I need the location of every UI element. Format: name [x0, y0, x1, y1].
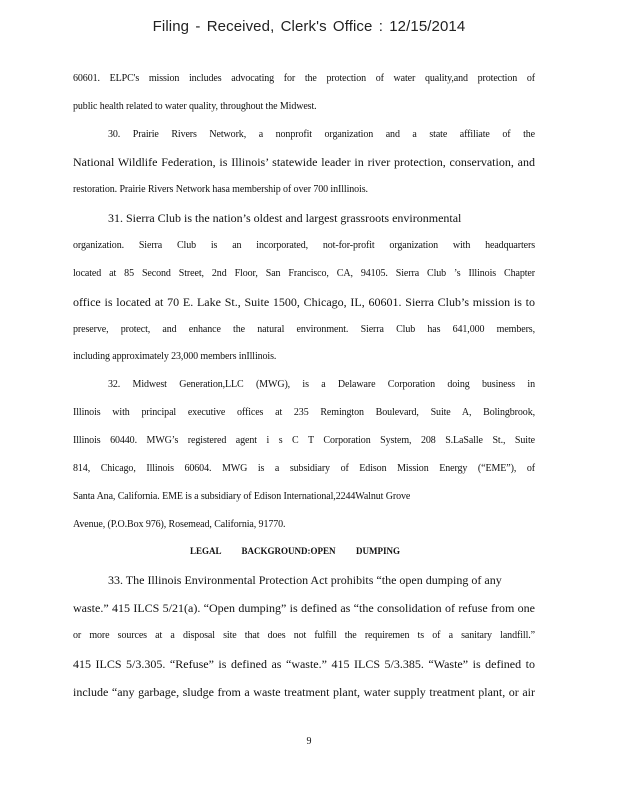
text-line: Santa Ana, California. EME is a subsidiary of Edison International,2244Walnut Grove: [73, 491, 411, 502]
text-line: 415 ILCS 5/3.305. “Refuse” is defined as “waste.” 415 ILCS 5/3.385. “Waste” is defined to: [73, 657, 535, 671]
text-line: organization. Sierra Club is an incorporated, not-for-profit organization with headquarters: [73, 240, 535, 251]
page-number: 9: [306, 736, 312, 747]
text-line: or more sources at a disposal site that does not fulfill the requiremen ts of a sanitary landfill.”: [73, 630, 535, 641]
text-line: including approximately 23,000 members inIllinois.: [73, 351, 277, 362]
text-line: waste.” 415 ILCS 5/21(a). “Open dumping” is defined as “the consolidation of refuse from one: [73, 601, 535, 615]
filing-stamp-header: Filing - Received, Clerk's Office : 12/15/2014: [152, 18, 466, 35]
text-line: preserve, protect, and enhance the natural environment. Sierra Club has 641,000 members,: [73, 324, 535, 335]
paragraph-31-start: 31. Sierra Club is the nation’s oldest and largest grassroots environmental: [108, 211, 462, 225]
text-line: public health related to water quality, throughout the Midwest.: [73, 101, 317, 112]
paragraph-32-start: 32. Midwest Generation,LLC (MWG), is a Delaware Corporation doing business in: [108, 379, 535, 390]
text-line: Avenue, (P.O.Box 976), Rosemead, California, 91770.: [73, 519, 286, 530]
text-line: located at 85 Second Street, 2nd Floor, San Francisco, CA, 94105. Sierra Club ’s Illinois Chapter: [73, 268, 535, 279]
text-line: 60601. ELPC's mission includes advocating for the protection of water quality,and protection of: [73, 73, 535, 84]
text-line: Illinois with principal executive offices at 235 Remington Boulevard, Suite A, Bolingbrook,: [73, 407, 535, 418]
text-line: National Wildlife Federation, is Illinois’ statewide leader in river protection, conservation, and: [73, 155, 535, 169]
text-line: 814, Chicago, Illinois 60604. MWG is a subsidiary of Edison Mission Energy (“EME”), of: [73, 463, 535, 474]
text-line: include “any garbage, sludge from a waste treatment plant, water supply treatment plant, or air: [73, 685, 535, 699]
section-heading: LEGAL BACKGROUND:OPEN DUMPING: [190, 546, 400, 556]
paragraph-30-start: 30. Prairie Rivers Network, a nonprofit organization and a state affiliate of the: [108, 129, 535, 140]
paragraph-33-start: 33. The Illinois Environmental Protection Act prohibits “the open dumping of any: [108, 573, 502, 587]
text-line: restoration. Prairie Rivers Network hasa membership of over 700 inIllinois.: [73, 184, 368, 195]
text-line: office is located at 70 E. Lake St., Suite 1500, Chicago, IL, 60601. Sierra Club’s mission is to: [73, 295, 535, 309]
text-line: Illinois 60440. MWG’s registered agent i s C T Corporation System, 208 S.LaSalle St., Suite: [73, 435, 535, 446]
